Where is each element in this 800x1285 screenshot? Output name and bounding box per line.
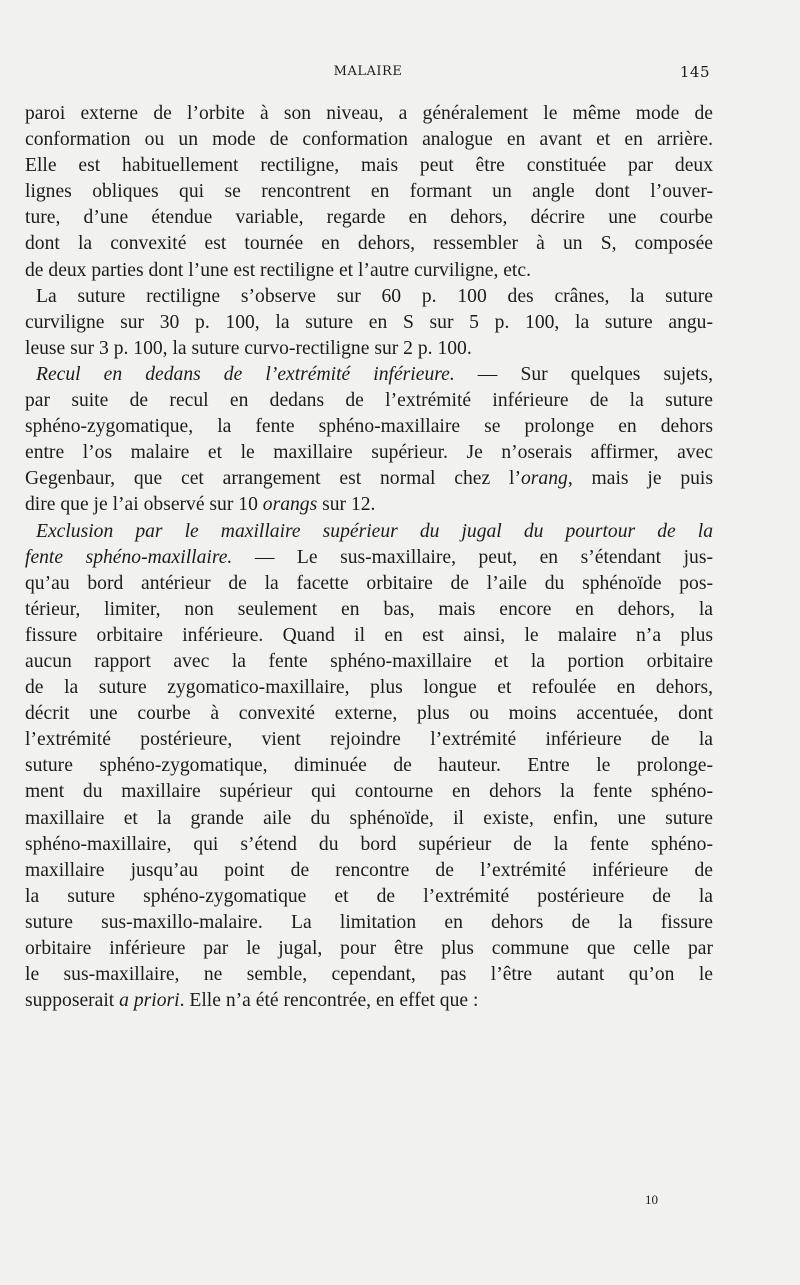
signature-mark: 10 [645, 1192, 658, 1207]
text-run: sphéno-maxillaire, qui s’étend du bord supérieur de la fente sphéno- [25, 833, 713, 855]
italic-run: fente sphéno-maxillaire. [25, 546, 233, 568]
text-line [25, 362, 713, 388]
text-line [25, 832, 713, 858]
text-run: qu’au bord antérieur de la facette orbitaire de l’aile du sphénoïde pos- [25, 572, 713, 594]
text-run: — Le sus-maxillaire, peut, en s’étendant jus- [232, 546, 714, 568]
text-line [25, 336, 713, 362]
text-run: Gegenbaur, que cet arrangement est normal chez l’ [25, 468, 521, 490]
text-line [25, 466, 713, 492]
running-head [26, 64, 710, 84]
text-run: lignes obliques qui se rencontrent en formant un angle dont l’ouver- [25, 181, 713, 203]
text-line [25, 806, 713, 832]
text-line [25, 649, 713, 675]
text-run: ture, d’une étendue variable, regarde en dehors, décrire une courbe [25, 207, 713, 229]
text-line [25, 701, 713, 727]
text-run: de la suture zygomatico-maxillaire, plus longue et refoulée en dehors, [25, 677, 713, 699]
text-run: fissure orbitaire inférieure. Quand il en est ainsi, le malaire n’a plus [25, 624, 713, 646]
text-run: Elle est habituellement rectiligne, mais peut être constituée par deux [25, 155, 713, 177]
text-run: paroi externe de l’orbite à son niveau, a généralement le même mode de [25, 103, 713, 124]
text-line [25, 753, 713, 779]
page-number: 145 [679, 63, 710, 81]
text-run: dont la convexité est tournée en dehors, ressembler à un S, composée [25, 233, 713, 255]
text-run: , mais je puis [567, 468, 714, 490]
text-run: maxillaire jusqu’au point de rencontre de l’extrémité inférieure de [25, 859, 713, 881]
text-run: . Elle n’a été rencontrée, en effet que : [179, 990, 479, 1012]
italic-run: orang [521, 468, 568, 490]
text-line [25, 440, 713, 466]
text-run: suture sphéno-zygomatique, diminuée de hauteur. Entre le prolonge- [25, 755, 713, 777]
text-run: de deux parties dont l’une est rectiligne et l’autre curviligne, etc. [25, 259, 531, 281]
text-run: suture sus-maxillo-malaire. La limitation en dehors de la fissure [25, 911, 713, 933]
text-run: sphéno-zygomatique, la fente sphéno-maxillaire se prolonge en dehors [25, 416, 713, 438]
text-line [25, 310, 713, 336]
text-run: par suite de recul en dedans de l’extrémité inférieure de la suture [25, 390, 713, 412]
text-line [25, 936, 713, 962]
text-line [25, 258, 713, 284]
text-line [25, 388, 713, 414]
text-run: leuse sur 3 p. 100, la suture curvo-rectiligne sur 2 p. 100. [25, 337, 472, 359]
text-line [25, 858, 713, 884]
text-run: curviligne sur 30 p. 100, la suture en S sur 5 p. 100, la suture angu- [25, 311, 713, 333]
text-run: sur 12. [317, 494, 376, 516]
text-line [25, 884, 713, 910]
text-line [25, 101, 713, 127]
text-run: aucun rapport avec la fente sphéno-maxillaire et la portion orbitaire [25, 650, 713, 672]
text-run: ment du maxillaire supérieur qui contourne en dehors la fente sphéno- [25, 781, 713, 803]
text-run: maxillaire et la grande aile du sphénoïde, il existe, enfin, une suture [25, 807, 713, 829]
text-line [25, 231, 713, 257]
text-line [25, 179, 713, 205]
text-line [25, 962, 713, 988]
text-run: — Sur quelques sujets, [454, 363, 713, 385]
text-line [25, 571, 713, 597]
text-run: la suture sphéno-zygomatique et de l’extrémité postérieure de la [25, 885, 713, 907]
text-line [25, 414, 713, 440]
text-line [25, 127, 713, 153]
text-run: conformation ou un mode de conformation analogue en avant et en arrière. [25, 129, 713, 151]
italic-run: Recul en dedans de l’extrémité inférieure. [36, 363, 455, 385]
italic-run: a priori [119, 990, 180, 1012]
text-run: l’extrémité postérieure, vient rejoindre l’extrémité inférieure de la [25, 729, 713, 751]
text-line [25, 988, 713, 1014]
text-line [25, 284, 713, 310]
text-line [25, 519, 713, 545]
body-text [25, 101, 713, 1014]
text-run: térieur, limiter, non seulement en bas, mais encore en dehors, la [25, 598, 713, 620]
text-line [25, 727, 713, 753]
text-run: le sus-maxillaire, ne semble, cependant, pas l’être autant qu’on le [25, 964, 713, 986]
text-run: orbitaire inférieure par le jugal, pour être plus commune que celle par [25, 938, 713, 959]
text-line [25, 910, 713, 936]
text-line [25, 545, 713, 571]
text-run: supposerait [25, 990, 120, 1012]
text-line [25, 153, 713, 179]
text-line [25, 205, 713, 231]
text-line [25, 779, 713, 805]
text-line [25, 675, 713, 701]
text-line [25, 623, 713, 649]
text-run: entre l’os malaire et le maxillaire supérieur. Je n’oserais affirmer, avec [25, 442, 713, 464]
text-run: dire que je l’ai observé sur 10 [25, 494, 263, 516]
text-run: La suture rectiligne s’observe sur 60 p. 100 des crânes, la suture [36, 285, 713, 307]
text-line [25, 492, 713, 518]
text-run: décrit une courbe à convexité externe, plus ou moins accentuée, dont [25, 703, 713, 725]
italic-run: Exclusion par le maxillaire supérieur du jugal du pourtour de la [36, 520, 713, 542]
italic-run: orangs [262, 494, 318, 516]
running-title: MALAIRE [333, 64, 403, 79]
text-line [25, 597, 713, 623]
